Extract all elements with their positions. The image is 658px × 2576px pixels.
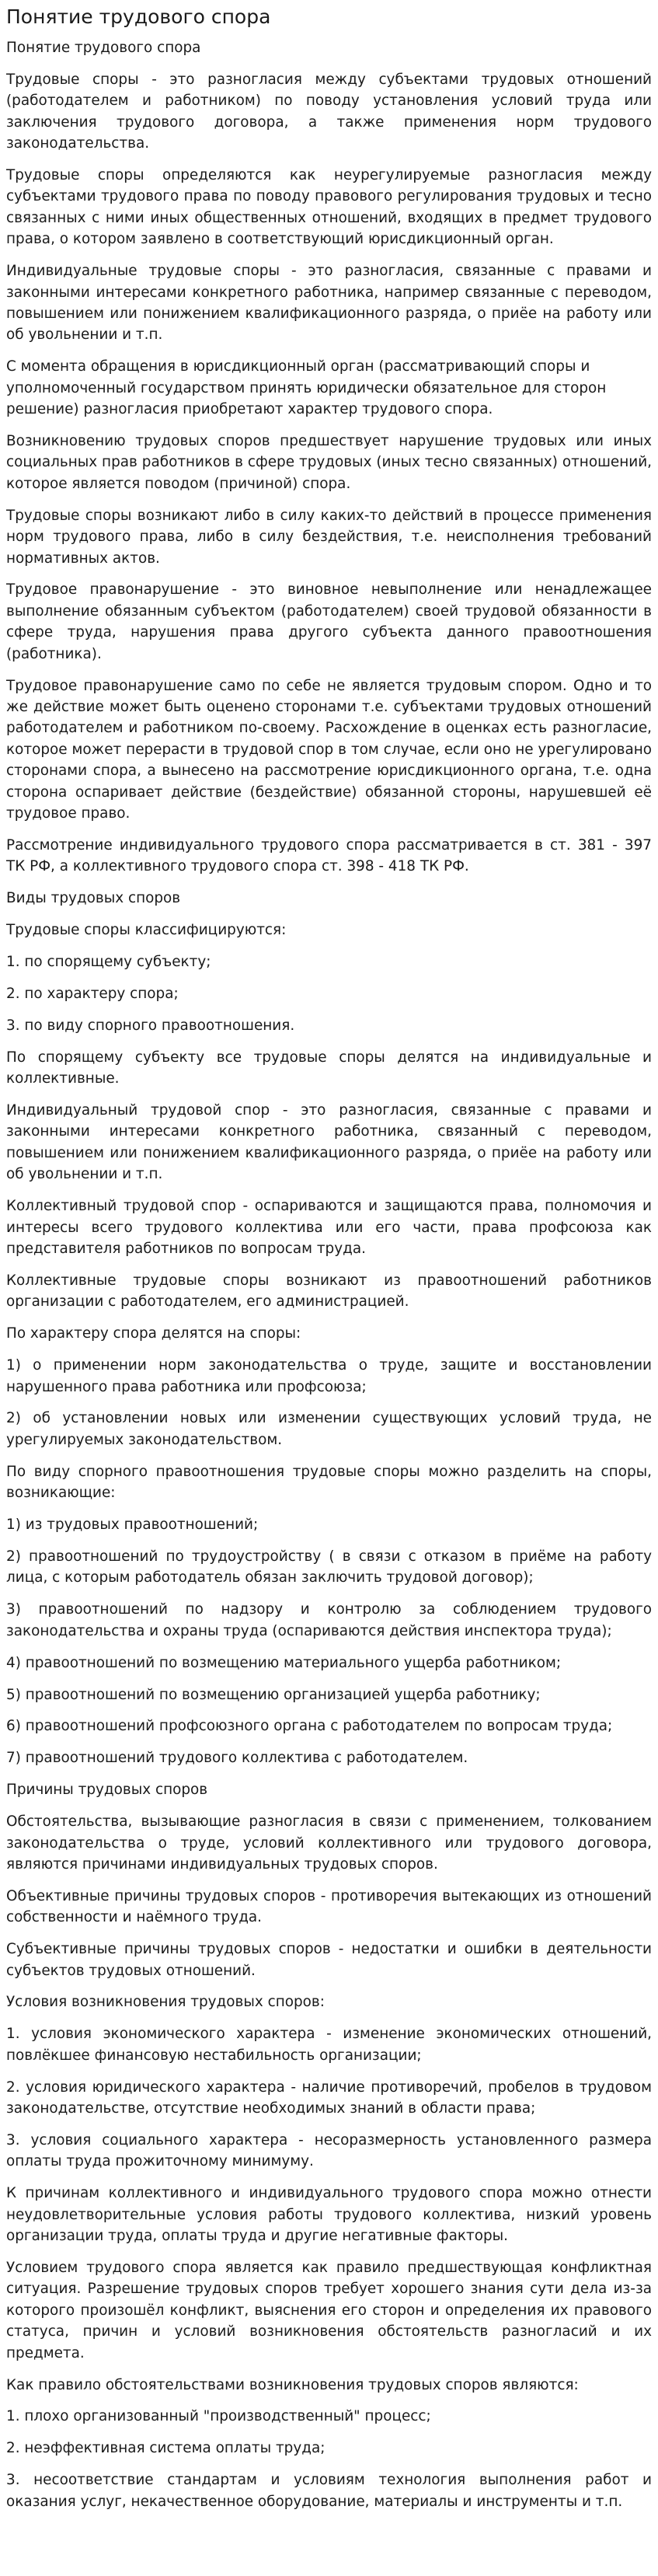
paragraph: Трудовые споры определяются как неурегулируемые разногласия между субъектами трудового права по поводу правового регулирования трудовых и тесно связанных с ними иных общественных отношений, входящих в предмет трудового права, о котором заявлено в соответствующий юрисдикционный орган. xyxy=(6,167,652,248)
paragraph: Коллективный трудовой спор - оспариваются и защищаются права, полномочия и интересы всего трудового коллектива или его части, права профсоюза как представителя работников по вопросам труда. xyxy=(6,1198,652,1257)
paragraph: Индивидуальные трудовые споры - это разногласия, связанные с правами и законными интересами конкретного работника, например связанные с переводом, повышением или понижением квалификационного разряда, о приёе на работу или об увольнении и т.п. xyxy=(6,263,652,344)
paragraph: 3. условия социального характера - несоразмерность установленного размера оплаты труда прожиточному минимуму. xyxy=(6,2132,652,2170)
section-line: 6) правоотношений профсоюзного органа с работодателем по вопросам труда; xyxy=(6,1718,613,1735)
section-line: 3. по виду спорного правоотношения. xyxy=(6,1017,295,1034)
section-line: 1) из трудовых правоотношений; xyxy=(6,1517,259,1534)
paragraph: Обстоятельства, вызывающие разногласия в связи с применением, толкованием законодательства о труде, условий коллективного или трудового договора, являются причинами индивидуальных трудовых споров. xyxy=(6,1813,652,1873)
section-line: Как правило обстоятельствами возникновения трудовых споров являются: xyxy=(6,2376,579,2393)
paragraph: По виду спорного правоотношения трудовые споры можно разделить на споры, возникающие: xyxy=(6,1463,652,1502)
paragraph: Объективные причины трудовых споров - противоречия вытекающих из отношений собственности и наёмного труда. xyxy=(6,1887,652,1926)
paragraph: К причинам коллективного и индивидуального трудового спора можно отнести неудовлетворительные условия работы трудового коллектива, низкий уровень организации труда, оплаты труда и другие негативные факторы. xyxy=(6,2185,652,2245)
section-line: 1. плохо организованный "производственный" процесс; xyxy=(6,2408,431,2425)
paragraph: 1. условия экономического характера - изменение экономических отношений, повлёкшее финансовую нестабильность организации; xyxy=(6,2026,652,2064)
section-line: 2. неэффективная система оплаты труда; xyxy=(6,2440,326,2457)
paragraph: Возникновению трудовых споров предшествует нарушение трудовых или иных социальных прав работников в сфере трудовых (иных тесно связанных) отношений, которое является поводом (причиной) спора. xyxy=(6,433,652,492)
paragraph: 2. условия юридического характера - наличие противоречий, пробелов в трудовом законодательстве, отсутствие необходимых знаний в области права; xyxy=(6,2079,652,2117)
page-title: Понятие трудового спора xyxy=(6,5,271,28)
paragraph: Трудовые споры возникают либо в силу каких-то действий в процессе применения норм трудового права, либо в силу бездействия, т.е. неисполнения требований нормативных актов. xyxy=(6,507,652,567)
section-line: По характеру спора делятся на споры: xyxy=(6,1325,301,1342)
paragraph: 3) правоотношений по надзору и контролю за соблюдением трудового законодательства и охраны труда (оспариваются действия инспектора труда); xyxy=(6,1601,652,1639)
section-line: Понятие трудового спора xyxy=(6,40,201,56)
paragraph: Индивидуальный трудовой спор - это разногласия, связанные с правами и законными интересами конкретного работника, связанный с переводом, повышением или понижением квалификационного разряда, о приёе на работу или об увольнении и т.п. xyxy=(6,1102,652,1183)
paragraph: 1) о применении норм законодательства о труде, защите и восстановлении нарушенного права работника или профсоюза; xyxy=(6,1357,652,1395)
section-line: 1. по спорящему субъекту; xyxy=(6,954,211,971)
paragraph: 2) об установлении новых или изменении существующих условий труда, не урегулируемых законодательством. xyxy=(6,1410,652,1448)
paragraph: Трудовое правонарушение само по себе не является трудовым спором. Одно и то же действие может быть оценено сторонами т.е. субъектами трудовых отношений работодателем и работником по-своему. Расхождение в оценках есть разногласие, которое может перерасти в трудовой спор в том случае, если оно не урегулировано сторонами спора, а вынесено на рассмотрение юрисдикционного органа, т.е. одна сторона оспаривает действие (бездействие) обязанной стороны, нарушевшей её трудовое право. xyxy=(6,677,652,822)
section-line: Причины трудовых споров xyxy=(6,1782,208,1799)
section-line: 7) правоотношений трудового коллектива с работодателем. xyxy=(6,1750,468,1767)
paragraph: 3. несоответствие стандартам и условиям технология выполнения работ и оказания услуг, некачественное оборудование, материалы и инструменты и т.п. xyxy=(6,2472,652,2510)
paragraph: Рассмотрение индивидуального трудового спора рассматривается в ст. 381 - 397 ТК РФ, а коллективного трудового спора ст. 398 - 418 ТК РФ. xyxy=(6,836,652,875)
section-line: С момента обращения в юрисдикционный орган (рассматривающий споры и уполномоченный государством принять юридически обязательное для сторон решение) разногласия приобретают характер трудового спора. xyxy=(6,358,607,418)
section-line: 2. по характеру спора; xyxy=(6,985,179,1002)
paragraph: Условием трудового спора является как правило предшествующая конфликтная ситуация. Разрешение трудовых споров требует хорошего знания сути дела из-за которого произошёл конфликт, выяснения его сторон и определения их правового статуса, причин и условий возникновения обстоятельств разногласий и их предмета. xyxy=(6,2260,652,2361)
document-body xyxy=(6,37,652,2512)
paragraph: Субъективные причины трудовых споров - недостатки и ошибки в деятельности субъектов трудовых отношений. xyxy=(6,1941,652,1979)
paragraph: По спорящему субъекту все трудовые споры делятся на индивидуальные и коллективные. xyxy=(6,1049,652,1087)
paragraph: Трудовое правонарушение - это виновное невыполнение или ненадлежащее выполнение обязанным субъектом (работодателем) своей трудовой обязанности в сфере труда, нарушения права другого субъекта данного правоотношения (работника). xyxy=(6,581,652,662)
paragraph: Трудовые споры - это разногласия между субъектами трудовых отношений (работодателем и работником) по поводу установления условий труда или заключения трудового договора, а также применения норм трудового законодательства. xyxy=(6,71,652,152)
section-line: Трудовые споры классифицируются: xyxy=(6,922,287,939)
section-line: Условия возникновения трудовых споров: xyxy=(6,1994,325,2011)
section-line: 5) правоотношений по возмещению организацией ущерба работнику; xyxy=(6,1686,541,1703)
section-line: Виды трудовых споров xyxy=(6,890,181,907)
paragraph: 2) правоотношений по трудоустройству ( в связи с отказом в приёме на работу лица, с которым работодатель обязан заключить трудовой договор); xyxy=(6,1548,652,1586)
paragraph: Коллективные трудовые споры возникают из правоотношений работников организации с работодателем, его администрацией. xyxy=(6,1272,652,1311)
section-line: 4) правоотношений по возмещению материального ущерба работником; xyxy=(6,1654,562,1671)
